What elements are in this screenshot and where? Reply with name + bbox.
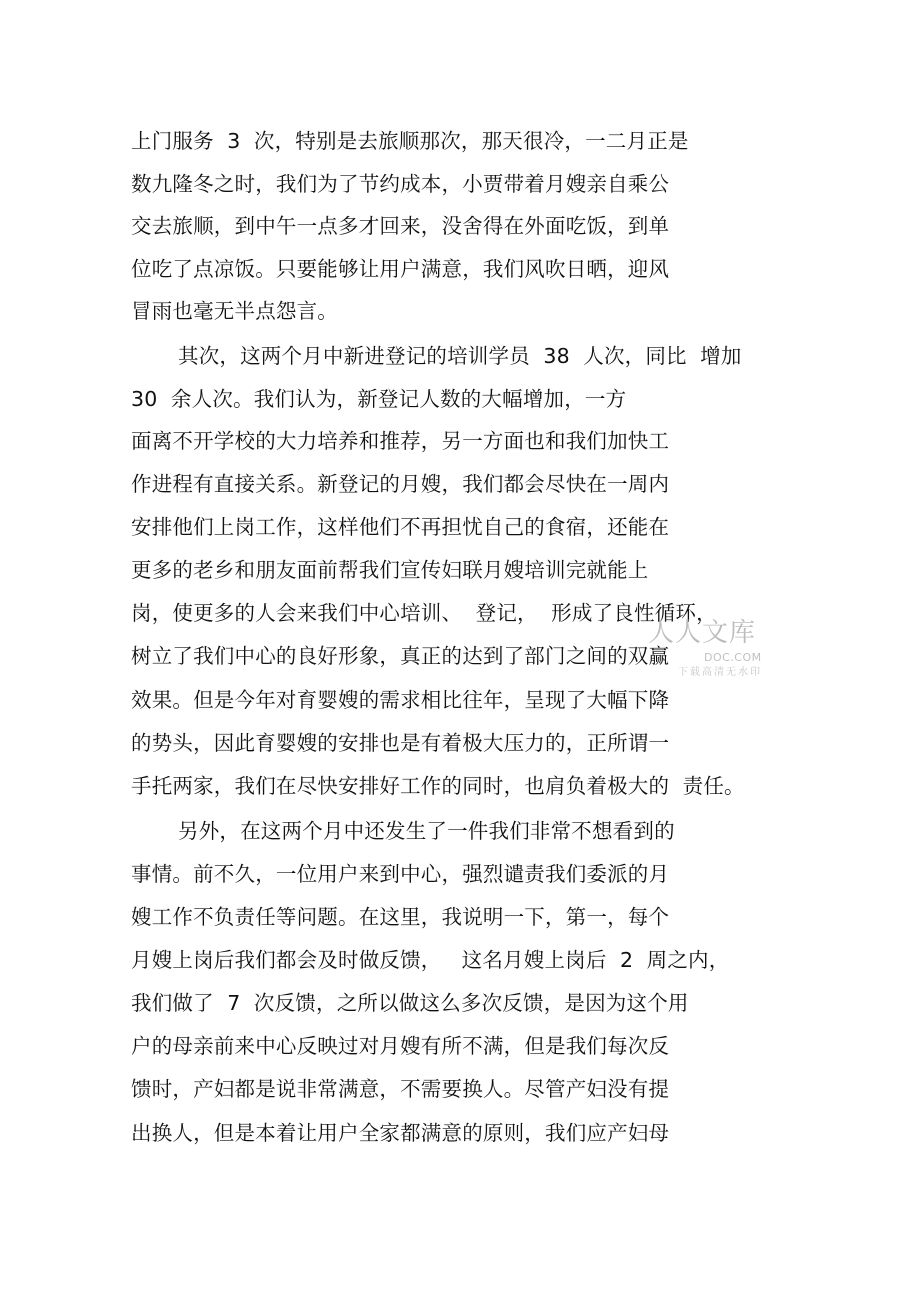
text-line: 嫂工作不负责任等问题。在这里，我说明一下，第一，每个 xyxy=(131,905,670,929)
text-line: 其次，这两个月中新进登记的培训学员 38 人次，同比 增加 xyxy=(178,344,742,368)
text-line: 安排他们上岗工作，这样他们不再担忧自己的食宿，还能在 xyxy=(131,515,670,539)
text-line: 更多的老乡和朋友面前帮我们宣传妇联月嫂培训完就能上 xyxy=(131,558,649,582)
text-line: 作进程有直接关系。新登记的月嫂，我们都会尽快在一周内 xyxy=(131,472,670,496)
text-line: 树立了我们中心的良好形象，真正的达到了部门之间的双赢 xyxy=(131,644,670,668)
text-line: 户的母亲前来中心反映过对月嫂有所不满，但是我们每次反 xyxy=(131,1034,670,1058)
text-line: 冒雨也毫无半点怨言。 xyxy=(131,299,338,323)
text-line: 数九隆冬之时，我们为了节约成本，小贾带着月嫂亲自乘公 xyxy=(131,172,670,196)
text-line: 我们做了 7 次反馈，之所以做这么多次反馈，是因为这个用 xyxy=(131,991,689,1015)
text-line: 另外，在这两个月中还发生了一件我们非常不想看到的 xyxy=(178,819,675,843)
text-line: 馈时，产妇都是说非常满意，不需要换人。尽管产妇没有提 xyxy=(131,1077,670,1101)
text-line: 交去旅顺，到中午一点多才回来，没舍得在外面吃饭，到单 xyxy=(131,214,670,238)
text-line: 30 余人次。我们认为，新登记人数的大幅增加，一方 xyxy=(131,387,627,411)
text-line: 位吃了点凉饭。只要能够让用户满意，我们风吹日晒，迎风 xyxy=(131,257,670,281)
watermark-sub-text: 下载高清无水印 xyxy=(678,667,762,678)
text-line: 月嫂上岗后我们都会及时做反馈， 这名月嫂上岗后 2 周之内， xyxy=(131,948,730,972)
watermark-site-text: DOC.COM xyxy=(704,651,762,664)
text-line: 面离不开学校的大力培养和推荐，另一方面也和我们加快工 xyxy=(131,429,670,453)
text-line: 事情。前不久，一位用户来到中心，强烈谴责我们委派的月 xyxy=(131,862,670,886)
text-line: 手托两家，我们在尽快安排好工作的同时，也肩负着极大的 责任。 xyxy=(131,774,745,798)
text-line: 上门服务 3 次，特别是去旅顺那次，那天很冷，一二月正是 xyxy=(131,129,689,153)
text-line: 的势头，因此育婴嫂的安排也是有着极大压力的，正所谓一 xyxy=(131,731,670,755)
watermark-main-text: 人人文库 xyxy=(648,618,757,648)
text-line: 效果。但是今年对育婴嫂的需求相比往年，呈现了大幅下降 xyxy=(131,688,670,712)
text-line: 出换人，但是本着让用户全家都满意的原则，我们应产妇母 xyxy=(131,1121,670,1145)
text-line: 岗，使更多的人会来我们中心培训、 登记， 形成了良性循环， xyxy=(131,601,717,625)
